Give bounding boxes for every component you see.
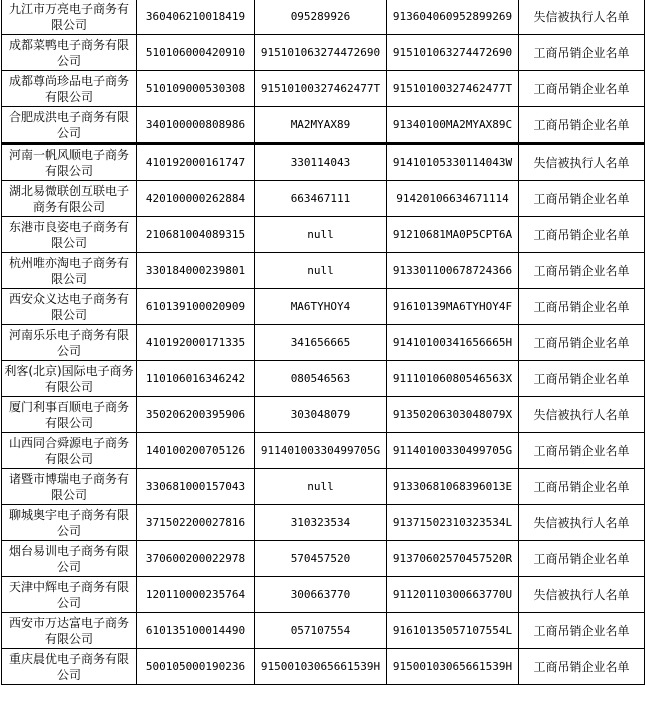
organization-code-cell: 095289926	[255, 0, 387, 35]
credit-code-cell: 91140100330499705G	[387, 433, 519, 469]
table-row	[2, 144, 645, 181]
table-row	[2, 541, 645, 577]
organization-code-cell: null	[255, 217, 387, 253]
registration-number-cell: 330681000157043	[137, 469, 255, 505]
organization-code-cell: 330114043	[255, 144, 387, 181]
table-row	[2, 217, 645, 253]
list-status-cell: 工商吊销企业名单	[519, 289, 645, 325]
registration-number-cell: 110106016346242	[137, 361, 255, 397]
company-name-cell: 聊城奥宇电子商务有限公司	[2, 505, 137, 541]
organization-code-cell: 570457520	[255, 541, 387, 577]
credit-code-cell: 91410105330114043W	[387, 144, 519, 181]
registration-number-cell: 510106000420910	[137, 35, 255, 71]
credit-code-cell: 91110106080546563X	[387, 361, 519, 397]
company-name-cell: 烟台易训电子商务有限公司	[2, 541, 137, 577]
organization-code-cell: 91500103065661539H	[255, 649, 387, 685]
organization-code-cell: 310323534	[255, 505, 387, 541]
company-name-cell: 河南乐乐电子商务有限公司	[2, 325, 137, 361]
company-table-body	[2, 0, 645, 685]
list-status-cell: 失信被执行人名单	[519, 0, 645, 35]
list-status-cell: 工商吊销企业名单	[519, 613, 645, 649]
list-status-cell: 失信被执行人名单	[519, 397, 645, 433]
list-status-cell: 工商吊销企业名单	[519, 469, 645, 505]
registration-number-cell: 370600200022978	[137, 541, 255, 577]
table-row	[2, 71, 645, 107]
company-name-cell: 天津中辉电子商务有限公司	[2, 577, 137, 613]
organization-code-cell: 91510100327462477T	[255, 71, 387, 107]
organization-code-cell: 663467111	[255, 181, 387, 217]
credit-code-cell: 91370602570457520R	[387, 541, 519, 577]
table-row	[2, 505, 645, 541]
registration-number-cell: 330184000239801	[137, 253, 255, 289]
organization-code-cell: 91140100330499705G	[255, 433, 387, 469]
list-status-cell: 工商吊销企业名单	[519, 35, 645, 71]
credit-code-cell: 913301100678724366	[387, 253, 519, 289]
table-row	[2, 397, 645, 433]
credit-code-cell: 91120110300663770U	[387, 577, 519, 613]
organization-code-cell: MA6TYHOY4	[255, 289, 387, 325]
organization-code-cell: 300663770	[255, 577, 387, 613]
organization-code-cell: 303048079	[255, 397, 387, 433]
table-row	[2, 649, 645, 685]
company-name-cell: 利客(北京)国际电子商务有限公司	[2, 361, 137, 397]
table-row	[2, 181, 645, 217]
registration-number-cell: 500105000190236	[137, 649, 255, 685]
table-row	[2, 613, 645, 649]
company-table	[1, 0, 645, 685]
list-status-cell: 工商吊销企业名单	[519, 541, 645, 577]
registration-number-cell: 350206200395906	[137, 397, 255, 433]
company-name-cell: 山西同合舜源电子商务有限公司	[2, 433, 137, 469]
company-name-cell: 东港市良姿电子商务有限公司	[2, 217, 137, 253]
credit-code-cell: 91420106634671114	[387, 181, 519, 217]
table-row	[2, 433, 645, 469]
credit-code-cell: 915101063274472690	[387, 35, 519, 71]
company-name-cell: 九江市万亮电子商务有限公司	[2, 0, 137, 35]
list-status-cell: 工商吊销企业名单	[519, 71, 645, 107]
table-row	[2, 577, 645, 613]
list-status-cell: 工商吊销企业名单	[519, 325, 645, 361]
registration-number-cell: 410192000171335	[137, 325, 255, 361]
registration-number-cell: 210681004089315	[137, 217, 255, 253]
organization-code-cell: null	[255, 469, 387, 505]
credit-code-cell: 91330681068396013E	[387, 469, 519, 505]
registration-number-cell: 420100000262884	[137, 181, 255, 217]
list-status-cell: 工商吊销企业名单	[519, 181, 645, 217]
company-name-cell: 河南一帆风顺电子商务有限公司	[2, 144, 137, 181]
registration-number-cell: 371502200027816	[137, 505, 255, 541]
list-status-cell: 工商吊销企业名单	[519, 649, 645, 685]
list-status-cell: 工商吊销企业名单	[519, 361, 645, 397]
list-status-cell: 工商吊销企业名单	[519, 107, 645, 144]
organization-code-cell: MA2MYAX89	[255, 107, 387, 144]
registration-number-cell: 610135100014490	[137, 613, 255, 649]
credit-code-cell: 913604060952899269	[387, 0, 519, 35]
table-row	[2, 325, 645, 361]
registration-number-cell: 510109000530308	[137, 71, 255, 107]
registration-number-cell: 410192000161747	[137, 144, 255, 181]
table-row	[2, 35, 645, 71]
registration-number-cell: 120110000235764	[137, 577, 255, 613]
organization-code-cell: 341656665	[255, 325, 387, 361]
list-status-cell: 失信被执行人名单	[519, 144, 645, 181]
company-name-cell: 厦门利事百顺电子商务有限公司	[2, 397, 137, 433]
company-name-cell: 湖北易微联创互联电子商务有限公司	[2, 181, 137, 217]
credit-code-cell: 91500103065661539H	[387, 649, 519, 685]
registration-number-cell: 610139100020909	[137, 289, 255, 325]
company-name-cell: 合肥成洪电子商务有限公司	[2, 107, 137, 144]
company-name-cell: 西安市万达富电子商务有限公司	[2, 613, 137, 649]
credit-code-cell: 91210681MA0P5CPT6A	[387, 217, 519, 253]
company-name-cell: 诸暨市博瑞电子商务有限公司	[2, 469, 137, 505]
registration-number-cell: 360406210018419	[137, 0, 255, 35]
company-name-cell: 成都菜鸭电子商务有限公司	[2, 35, 137, 71]
registration-number-cell: 140100200705126	[137, 433, 255, 469]
credit-code-cell: 91410100341656665H	[387, 325, 519, 361]
organization-code-cell: 080546563	[255, 361, 387, 397]
table-row	[2, 107, 645, 144]
organization-code-cell: 057107554	[255, 613, 387, 649]
credit-code-cell: 91610139MA6TYHOY4F	[387, 289, 519, 325]
credit-code-cell: 91371502310323534L	[387, 505, 519, 541]
company-name-cell: 重庆晨优电子商务有限公司	[2, 649, 137, 685]
organization-code-cell: null	[255, 253, 387, 289]
list-status-cell: 失信被执行人名单	[519, 505, 645, 541]
credit-code-cell: 91610135057107554L	[387, 613, 519, 649]
credit-code-cell: 91350206303048079X	[387, 397, 519, 433]
table-row	[2, 361, 645, 397]
credit-code-cell: 91510100327462477T	[387, 71, 519, 107]
table-row	[2, 289, 645, 325]
list-status-cell: 工商吊销企业名单	[519, 433, 645, 469]
list-status-cell: 工商吊销企业名单	[519, 253, 645, 289]
table-row	[2, 0, 645, 35]
table-row	[2, 469, 645, 505]
company-name-cell: 西安众义达电子商务有限公司	[2, 289, 137, 325]
company-name-cell: 成都尊尚珍品电子商务有限公司	[2, 71, 137, 107]
registration-number-cell: 340100000808986	[137, 107, 255, 144]
credit-code-cell: 91340100MA2MYAX89C	[387, 107, 519, 144]
organization-code-cell: 915101063274472690	[255, 35, 387, 71]
list-status-cell: 失信被执行人名单	[519, 577, 645, 613]
table-row	[2, 253, 645, 289]
company-name-cell: 杭州唯亦淘电子商务有限公司	[2, 253, 137, 289]
list-status-cell: 工商吊销企业名单	[519, 217, 645, 253]
